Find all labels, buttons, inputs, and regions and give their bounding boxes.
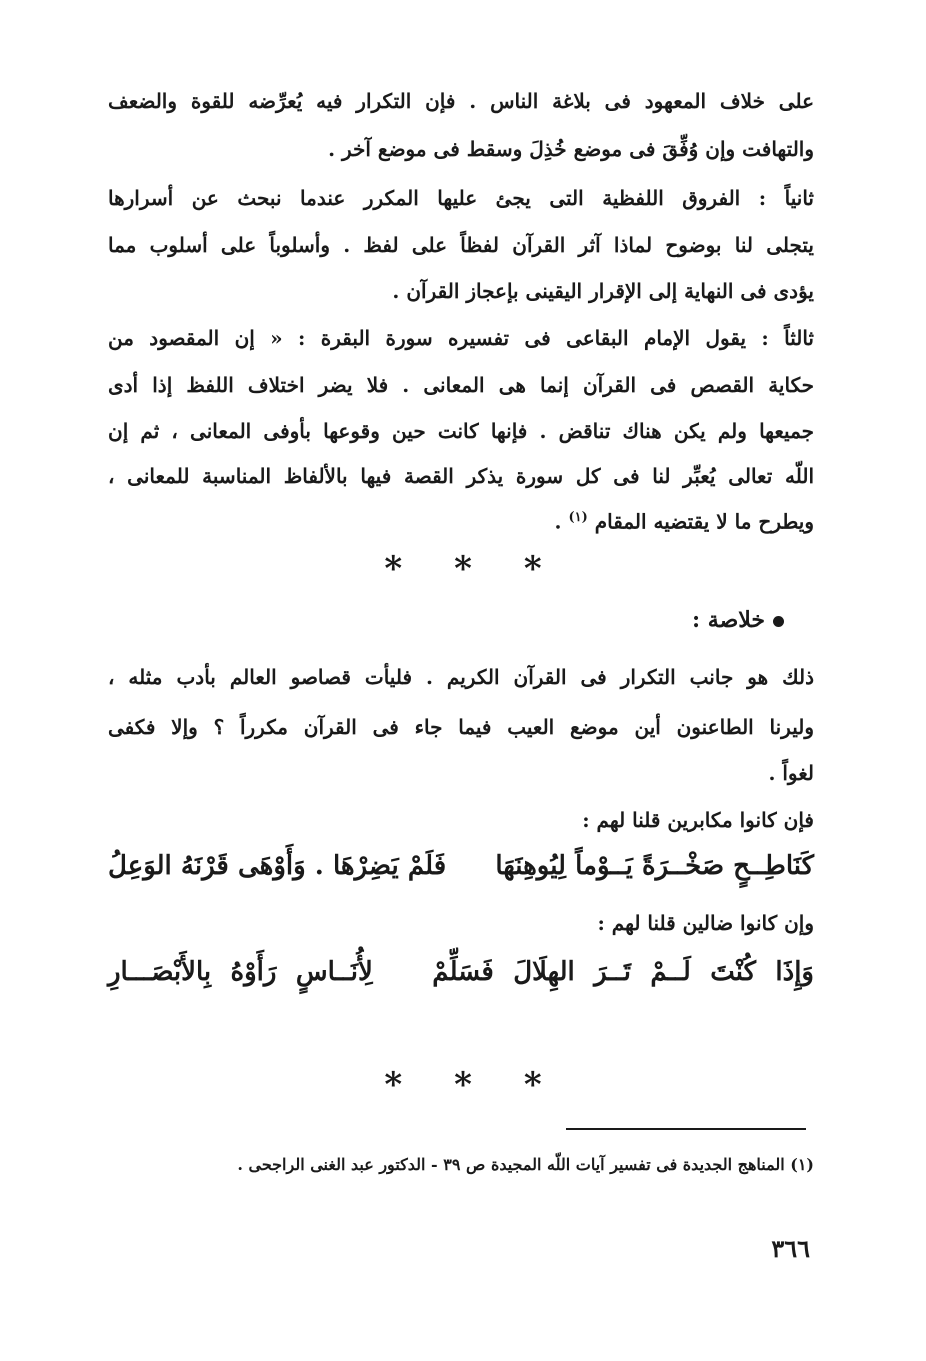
text-segment: ويطرح ما لا يقتضيه المقام [594, 509, 814, 534]
text-line: يتجلى لنا بوضوح لماذا آثر القرآن لفظاً على لفظ . وأسلوباً على أسلوب مما [108, 233, 814, 257]
footnote-separator [566, 1128, 806, 1130]
star-glyph: * [384, 549, 403, 589]
summary-heading [692, 604, 784, 636]
verse-intro: فإن كانوا مكابرين قلنا لهم : [582, 808, 814, 832]
verse-first-hemistich: كَنَاطِــحٍ صَخْــرَةً يَــوْماً لِيُوهِنَهَا [495, 851, 814, 881]
star-glyph: * [384, 1065, 403, 1105]
text-line: ثالثاً : يقول الإمام البقاعى فى تفسيره سورة البقرة : « إن المقصود من [108, 326, 814, 350]
text-line: حكاية القصص فى القرآن إنما هى المعانى . فلا يضر اختلاف اللفظ إذا أدى [108, 373, 814, 397]
verse-first-hemistich: وَإِذَا كُنْتَ لَــمْ تَــرَ الهِلَالَ فَسَلِّمْ [432, 957, 814, 987]
footnote: (١) المناهج الجديدة فى تفسير آيات اللّه المجيدة ص ٣٩ - الدكتور عبد الغنى الراجحى . [237, 1155, 814, 1174]
star-glyph: * [454, 549, 472, 589]
text-line: جميعها ولم يكن هناك تناقض . فإنها كانت حين وقوعها بأوفى المعانى ، ثم إن [108, 419, 814, 443]
text-line: لغواً . [768, 761, 814, 785]
summary-heading-text: خلاصة : [692, 607, 765, 633]
section-divider [0, 549, 926, 589]
text-line: ثانياً : الفروق اللفظية التى يجئ عليها المكرر عندما نبحث عن أسرارها [108, 186, 814, 210]
page-number: ٣٦٦ [771, 1234, 810, 1263]
section-divider [0, 1065, 926, 1105]
text-line: وليرنا الطاعنون أين موضع العيب فيما جاء فى القرآن مكرراً ؟ وإلا فكفى [108, 715, 814, 739]
star-glyph: * [523, 1065, 542, 1105]
star-glyph: * [454, 1065, 472, 1105]
verse-second-hemistich: فَلَمْ يَضِرْهَا . وَأَوْهَى قَرْنَهُ الوَعِلُ [108, 851, 447, 881]
text-line: اللّه تعالى يُعبِّر لنا فى كل سورة يذكر القصة فيها بالألفاظ المناسبة للمعانى ، [108, 464, 814, 488]
text-line: ذلك هو جانب التكرار فى القرآن الكريم . فليأت قصاصو العالم بأدب مثله ، [108, 665, 814, 689]
star-glyph: * [523, 549, 542, 589]
poetry-verse [108, 846, 814, 886]
verse-intro: وإن كانوا ضالين قلنا لهم : [597, 911, 814, 935]
text-line: يؤدى فى النهاية إلى الإقرار اليقينى بإعجاز القرآن . [392, 279, 814, 303]
sentence-end: . [554, 509, 562, 534]
text-line-with-footnote [555, 503, 814, 537]
text-line: والتهافت وإن وُفِّقَ فى موضع خُذِلَ وسقط فى موضع آخر . [328, 137, 814, 161]
verse-second-hemistich: لِأُنَــاسٍ رَأَوْهُ بِالأَبْصَـــارِ [108, 957, 373, 987]
text-line: على خلاف المعهود فى بلاغة الناس . فإن التكرار فيه يُعرِّضه للقوة والضعف [108, 89, 814, 113]
bullet-icon [773, 616, 784, 627]
poetry-verse [108, 952, 814, 992]
footnote-marker: (١) [568, 510, 588, 525]
